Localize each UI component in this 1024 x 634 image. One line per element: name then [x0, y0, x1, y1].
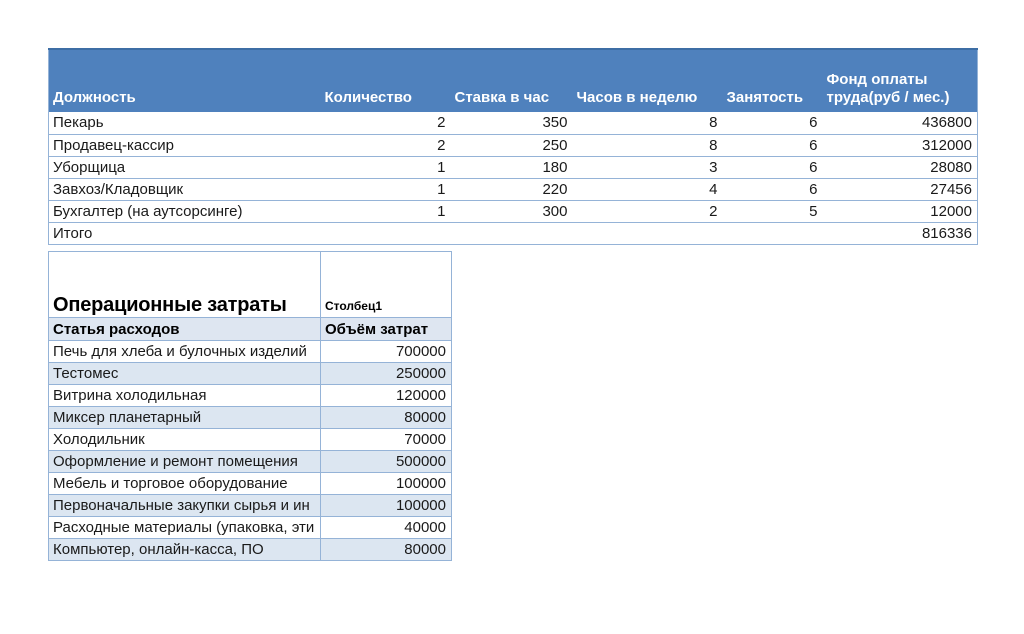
cell-quantity[interactable]: 1	[321, 178, 451, 200]
col-header-payroll-fund[interactable]: Фонд оплаты труда(руб / мес.)	[823, 49, 978, 112]
cell-fund[interactable]: 312000	[823, 134, 978, 156]
payroll-row	[49, 178, 978, 200]
cell-hours[interactable]: 2	[573, 200, 723, 222]
cell-employment[interactable]: 6	[723, 134, 823, 156]
cell-expense-amount[interactable]: 80000	[321, 539, 452, 561]
cell-hours[interactable]: 3	[573, 156, 723, 178]
cell-expense-item[interactable]: Миксер планетарный	[49, 407, 321, 429]
payroll-table	[48, 48, 978, 245]
col-header-expense-item[interactable]: Статья расходов	[49, 318, 321, 341]
expense-row	[49, 429, 452, 451]
cell-expense-amount[interactable]: 100000	[321, 495, 452, 517]
cell-hours[interactable]: 8	[573, 134, 723, 156]
cell-position[interactable]: Завхоз/Кладовщик	[49, 178, 321, 200]
payroll-row	[49, 156, 978, 178]
cell-expense-item[interactable]: Компьютер, онлайн-касса, ПО	[49, 539, 321, 561]
cell-hours[interactable]: 4	[573, 178, 723, 200]
cell-rate[interactable]: 220	[451, 178, 573, 200]
cell-rate[interactable]: 300	[451, 200, 573, 222]
cell-rate[interactable]: 350	[451, 112, 573, 134]
cell-expense-amount[interactable]: 80000	[321, 407, 452, 429]
cell-quantity[interactable]: 2	[321, 112, 451, 134]
expense-row	[49, 363, 452, 385]
cell-rate[interactable]: 180	[451, 156, 573, 178]
cell-expense-amount[interactable]: 250000	[321, 363, 452, 385]
cell-expense-item[interactable]: Витрина холодильная	[49, 385, 321, 407]
expenses-title: Операционные затраты	[53, 294, 287, 316]
col-header-rate[interactable]: Ставка в час	[451, 49, 573, 112]
cell-quantity[interactable]: 1	[321, 200, 451, 222]
expense-row	[49, 451, 452, 473]
cell-expense-amount[interactable]: 500000	[321, 451, 452, 473]
cell-position[interactable]: Пекарь	[49, 112, 321, 134]
cell-fund[interactable]: 27456	[823, 178, 978, 200]
cell-expense-item[interactable]: Холодильник	[49, 429, 321, 451]
cell-employment[interactable]: 6	[723, 156, 823, 178]
cell-expense-item[interactable]: Первоначальные закупки сырья и ин	[49, 495, 321, 517]
cell-expense-amount[interactable]: 700000	[321, 341, 452, 363]
payroll-header-row	[49, 49, 978, 112]
col-header-position[interactable]: Должность	[49, 49, 321, 112]
cell-total-fund[interactable]: 816336	[823, 222, 978, 244]
cell-employment[interactable]: 6	[723, 178, 823, 200]
cell-expense-item[interactable]: Печь для хлеба и булочных изделий	[49, 341, 321, 363]
expenses-title-row	[49, 252, 452, 318]
cell-rate[interactable]	[451, 222, 573, 244]
col-header-employment[interactable]: Занятость	[723, 49, 823, 112]
payroll-row	[49, 200, 978, 222]
cell-expense-item[interactable]: Тестомес	[49, 363, 321, 385]
cell-expense-item[interactable]: Расходные материалы (упаковка, эти	[49, 517, 321, 539]
payroll-row	[49, 134, 978, 156]
col-header-hours[interactable]: Часов в неделю	[573, 49, 723, 112]
cell-quantity[interactable]: 1	[321, 156, 451, 178]
expense-row	[49, 539, 452, 561]
expense-row	[49, 495, 452, 517]
payroll-row	[49, 112, 978, 134]
cell-expense-amount[interactable]: 120000	[321, 385, 452, 407]
expense-row	[49, 341, 452, 363]
cell-expense-item[interactable]: Оформление и ремонт помещения	[49, 451, 321, 473]
expenses-column1-label: Столбец1	[325, 299, 383, 313]
cell-quantity[interactable]: 2	[321, 134, 451, 156]
cell-expense-amount[interactable]: 70000	[321, 429, 452, 451]
cell-employment[interactable]: 5	[723, 200, 823, 222]
cell-quantity[interactable]	[321, 222, 451, 244]
cell-total-label[interactable]: Итого	[49, 222, 321, 244]
col-header-expense-amount[interactable]: Объём затрат	[321, 318, 452, 341]
expense-row	[49, 407, 452, 429]
expenses-column1-cell[interactable]	[321, 252, 452, 318]
payroll-total-row	[49, 222, 978, 244]
expenses-table	[48, 251, 452, 561]
cell-employment[interactable]	[723, 222, 823, 244]
cell-expense-amount[interactable]: 40000	[321, 517, 452, 539]
expense-row	[49, 473, 452, 495]
cell-hours[interactable]	[573, 222, 723, 244]
cell-rate[interactable]: 250	[451, 134, 573, 156]
cell-fund[interactable]: 12000	[823, 200, 978, 222]
expense-row	[49, 517, 452, 539]
cell-position[interactable]: Уборщица	[49, 156, 321, 178]
expenses-header-row	[49, 318, 452, 341]
expenses-title-cell[interactable]	[49, 252, 321, 318]
cell-position[interactable]: Продавец-кассир	[49, 134, 321, 156]
cell-position[interactable]: Бухгалтер (на аутсорсинге)	[49, 200, 321, 222]
cell-expense-item[interactable]: Мебель и торговое оборудование	[49, 473, 321, 495]
cell-fund[interactable]: 436800	[823, 112, 978, 134]
cell-expense-amount[interactable]: 100000	[321, 473, 452, 495]
cell-hours[interactable]: 8	[573, 112, 723, 134]
expense-row	[49, 385, 452, 407]
cell-fund[interactable]: 28080	[823, 156, 978, 178]
col-header-quantity[interactable]: Количество	[321, 49, 451, 112]
cell-employment[interactable]: 6	[723, 112, 823, 134]
